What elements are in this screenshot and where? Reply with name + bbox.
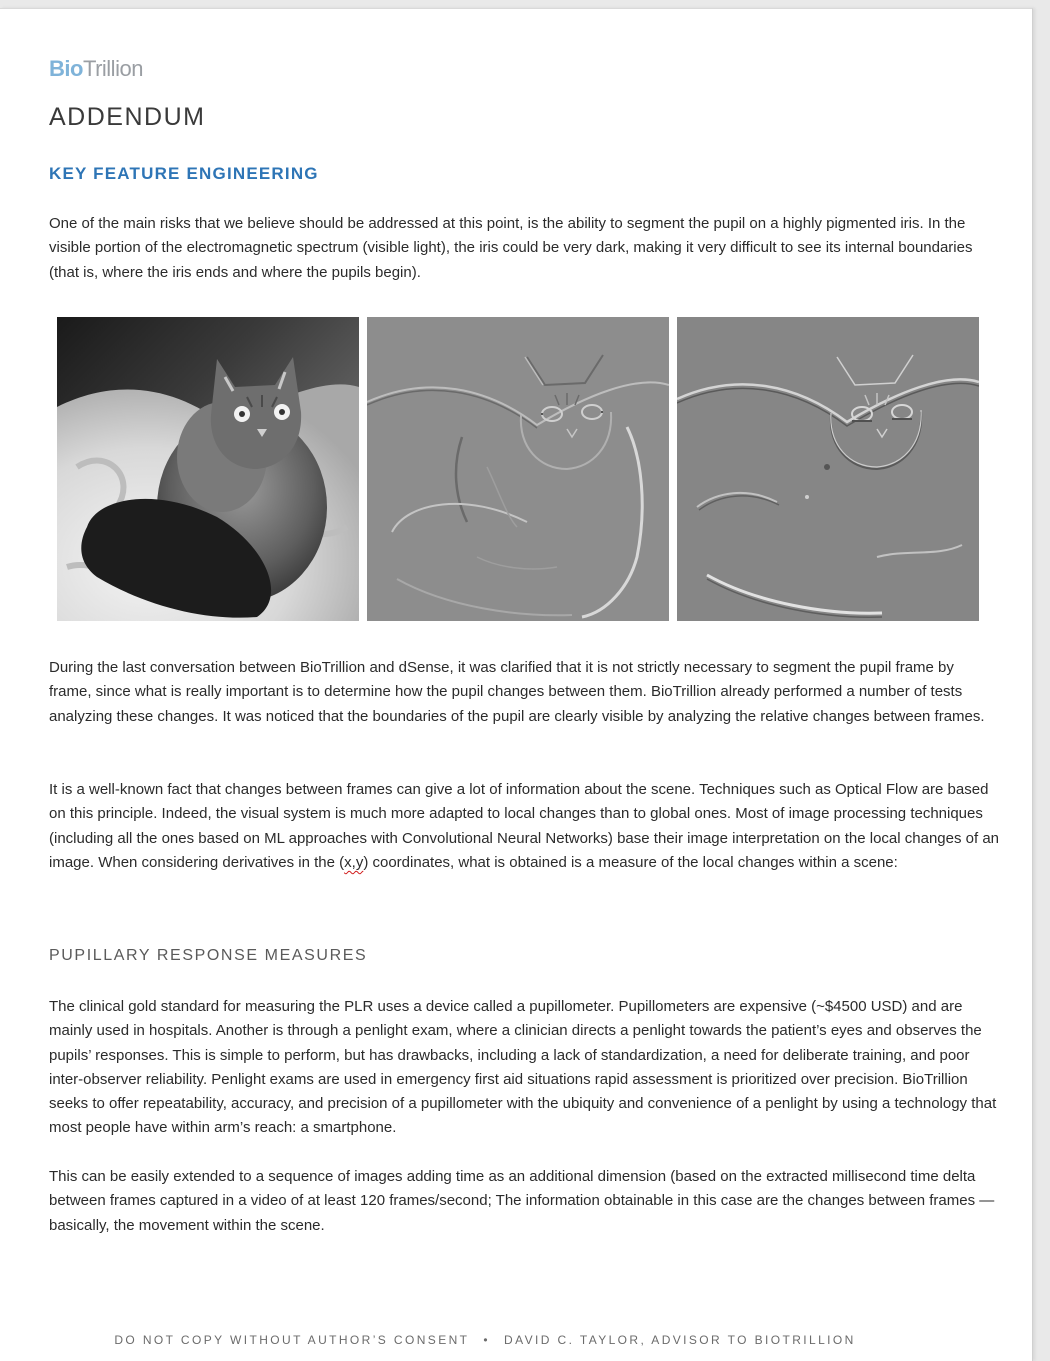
page-title: ADDENDUM <box>49 103 206 131</box>
section-heading-key-feature-engineering: KEY FEATURE ENGINEERING <box>49 164 319 183</box>
cat-image-row <box>57 317 979 621</box>
page-footer <box>0 1333 970 1347</box>
paragraph-local-changes-part1: It is a well-known fact that changes between frames can give a lot of information about the scene. Techniques such as Optical Flow are based on this principle. Indeed, the visual system is much more adapted to local changes than to global ones. Most of image processing techniques (including all the ones based on ML approaches with Convolutional Neural Networks) base their image interpretation on the local changes of an image. When considering derivatives in the ( <box>49 781 1000 871</box>
footer-copy-notice: DO NOT COPY WITHOUT AUTHOR’S CONSENT <box>114 1333 470 1347</box>
cat-photo-horizontal-derivative-icon <box>367 317 669 621</box>
document-page <box>0 8 1033 1361</box>
logo-trillion: Trillion <box>82 56 143 81</box>
biotrillion-logo <box>49 56 143 82</box>
footer-separator: • <box>483 1333 491 1347</box>
spellcheck-flag-xy: x,y <box>344 853 364 871</box>
logo-bio: Bio <box>49 56 83 81</box>
paragraph-risks: One of the main risks that we believe should be addressed at this point, is the ability to segment the pupil on a highly pigmented iris. In the visible portion of the electromagnetic spectrum (visible light), the iris could be very dark, making it very difficult to see its internal boundaries (that is, where the iris ends and where the pupils begin). <box>49 215 973 281</box>
footer-author: DAVID C. TAYLOR, ADVISOR TO BIOTRILLION <box>504 1333 856 1347</box>
paragraph-local-changes <box>49 778 999 875</box>
paragraph-conversation: During the last conversation between BioTrillion and dSense, it was clarified that it is not strictly necessary to segment the pupil frame by frame, since what is really important is to determine how the pupil changes between them. BioTrillion already performed a number of tests analyzing these changes. It was noticed that the boundaries of the pupil are clearly visible by analyzing the relative changes between frames. <box>49 659 985 725</box>
paragraph-sequence: This can be easily extended to a sequence of images adding time as an additional dimension (based on the extracted millisecond time delta between frames captured in a video of at least 120 frames/second; The information obtainable in this case are the changes between frames —basically, the movement within the scene. <box>49 1168 995 1234</box>
paragraph-gold-standard: The clinical gold standard for measuring the PLR uses a device called a pupillometer. Pupillometers are expensive (~$4500 USD) and are mainly used in hospitals. Another is through a penlight exam, where a clinician directs a penlight towards the patient’s eyes and observes the pupils’ responses. This is simple to perform, but has drawbacks, including a lack of standardization, a need for deliberate training, and poor inter-observer reliability. Penlight exams are used in emergency first aid situations rapid assessment is prioritized over precision. BioTrillion seeks to offer repeatability, accuracy, and precision of a pupillometer with the ubiquity and convenience of a penlight by using a technology that most people have within arm’s reach: a smartphone. <box>49 998 997 1137</box>
cat-photo-vertical-derivative-icon <box>677 317 979 621</box>
paragraph-local-changes-part2: ) coordinates, what is obtained is a measure of the local changes within a scene: <box>363 853 898 871</box>
section-heading-pupillary-response: PUPILLARY RESPONSE MEASURES <box>49 947 368 964</box>
cat-photo-grayscale-icon <box>57 317 359 621</box>
